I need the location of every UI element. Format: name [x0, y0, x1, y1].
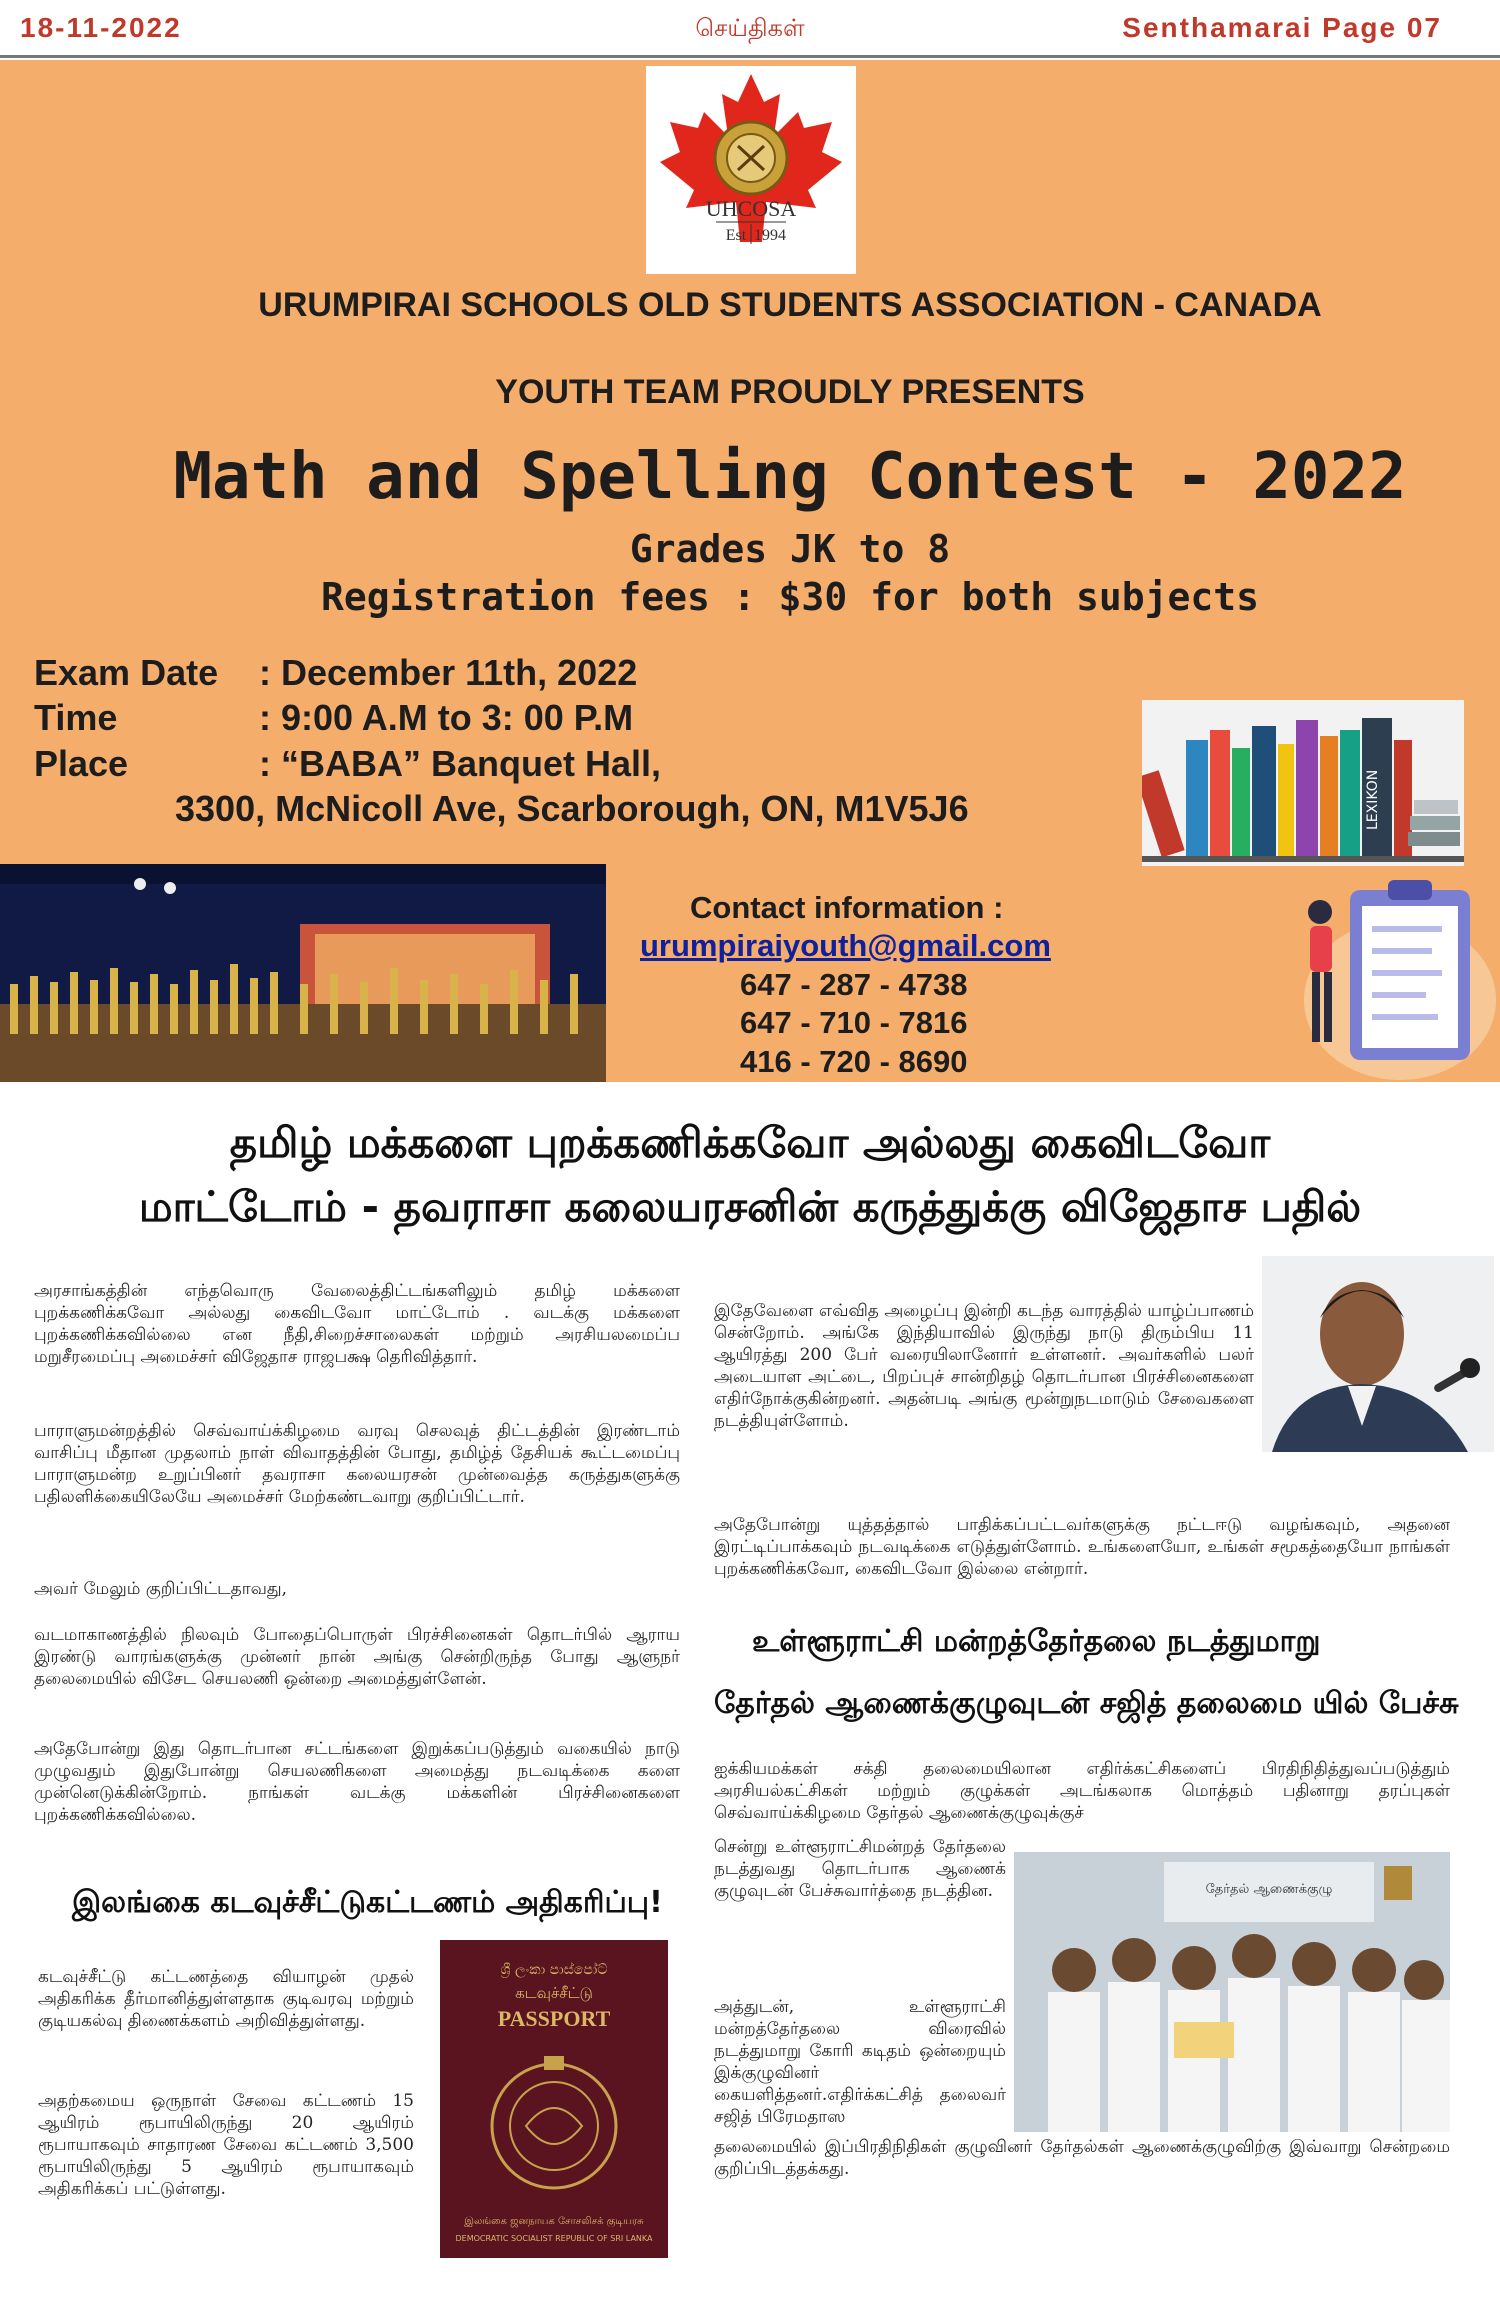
uhcosa-logo: [646, 66, 856, 274]
place-row: Place : “BABA” Banquet Hall,: [34, 743, 662, 784]
contact-phone-3: 416 - 720 - 8690: [740, 1044, 968, 1079]
contact-phone-1: 647 - 287 - 4738: [740, 967, 968, 1002]
logo-est-label: Est: [725, 227, 747, 244]
passport-country-tamil: இலங்கை ஜனநாயக சோசலிசக் குடியரசு: [464, 2216, 644, 2227]
exam-date-value: December 11th, 2022: [281, 652, 638, 693]
article1-left-para-5: அதேபோன்று இது தொடர்பான சட்டங்களை இறுக்கப்படுத்தும் வகையில் நாடு முழுவதும் இதுபோன்று செயலணிகளை அமைத்து நடவடிக்கை களை முன்னெடுக்கின்றோம். நாங்கள் வடக்கு மக்களின் பிரச்சினைகளை புறக்கணிக்கவில்லை.: [34, 1739, 680, 1825]
article3-para-top: ஐக்கியமக்கள் சக்தி தலைமையிலான எதிர்க்கட்சிகளைப் பிரதிநிதித்துவப்படுத்தும் அரசியல்கட்சிகள் மற்றும் குழுக்கள் அடங்கலாக மொத்தம் பதினாறு தரப்புகள் செவ்வாய்க்கிழமை தேர்தல் ஆணைக்குழுவுக்குச்: [714, 1759, 1450, 1823]
contact-email-link[interactable]: urumpiraiyouth@gmail.com: [640, 928, 1051, 963]
passport-tamil-text: கடவுச்சீட்டு: [515, 1984, 593, 2002]
exam-date-row: Exam Date : December 11th, 2022: [34, 652, 638, 693]
time-value: 9:00 A.M to 3: 00 P.M: [281, 697, 634, 738]
article2-para-2: அதற்கமைய ஒருநாள் சேவை கட்டணம் 15 ஆயிரம் ரூபாயிலிருந்து 20 ஆயிரம் ரூபாயாகவும் சாதாரண சேவை கட்டணம் 3,500 ரூபாயிலிருந்து 5 ஆயிரம் ரூபாயாகவும் அதிகரிக்கப் பட்டுள்ளது.: [38, 2091, 414, 2199]
photo-banner-text: தேர்தல் ஆணைக்குழு: [1205, 1882, 1333, 1897]
organisation-name: URUMPIRAI SCHOOLS OLD STUDENTS ASSOCIATION - CANADA: [258, 286, 1322, 324]
article3-para-left-1: சென்று உள்ளூராட்சிமன்றத் தேர்தலை நடத்துவது தொடர்பாக ஆணைக் குழுவுடன் பேச்சுவார்த்தை நடத்தின.: [714, 1837, 1006, 1901]
article3-para-bottom: தலைமையில் இப்பிரதிநிதிகள் குழுவினர் தேர்தல்கள் ஆணைக்குழுவிற்கு இவ்வாறு சென்றமை குறிப்பிடத்தக்கது.: [714, 2137, 1450, 2179]
clipboard-illustration: [1270, 850, 1500, 1082]
time-row: Time : 9:00 A.M to 3: 00 P.M: [34, 697, 634, 738]
logo-est-year: 1994: [754, 227, 786, 244]
article2-para-1: கடவுச்சீட்டு கட்டணத்தை வியாழன் முதல் அதிகரிக்க தீர்மானித்துள்ளதாக குடிவரவு மற்றும் குடியகல்வு திணைக்களம் அறிவித்துள்ளது.: [38, 1967, 414, 2031]
contact-heading: Contact information :: [690, 890, 1004, 925]
article1-headline-line2: மாட்டோம் - தவராசா கலையரசனின் கருத்துக்கு விஜேதாச பதில்: [138, 1182, 1362, 1231]
article1-left-para-4: வடமாகாணத்தில் நிலவும் போதைப்பொருள் பிரச்சினைகள் தொடர்பில் ஆராய இரண்டு வாரங்களுக்கு முன்னர் நான் அங்கு சென்றிருந்த போது ஆளுநர் தலைமையில் விசேட செயலணி ஒன்றை அமைத்துள்ளேன்.: [34, 1625, 680, 1689]
election-commission-meeting-photo: [1014, 1852, 1450, 2132]
article1-headline-line1: தமிழ் மக்களை புறக்கணிக்கவோ அல்லது கைவிடவோ: [229, 1118, 1271, 1167]
page-label: Senthamarai Page 07: [1122, 12, 1442, 43]
presents-line: YOUTH TEAM PROUDLY PRESENTS: [495, 373, 1085, 411]
grades-line: Grades JK to 8: [629, 527, 951, 571]
article3-headline-line1: உள்ளூராட்சி மன்றத்தேர்தலை நடத்துமாறு: [752, 1624, 1321, 1659]
contact-phone-2: 647 - 710 - 7816: [740, 1005, 968, 1040]
books-illustration: [1142, 700, 1464, 866]
issue-date: 18-11-2022: [20, 12, 182, 43]
registration-fees: Registration fees : $30 for both subjects: [321, 575, 1259, 619]
section-name: செய்திகள்: [695, 14, 805, 42]
passport-sinhala-text: ශ්‍රී ලංකා පාස්පෝට්: [500, 1962, 608, 1978]
passport-title: PASSPORT: [497, 2006, 611, 2031]
place-value: “BABA” Banquet Hall,: [281, 743, 662, 784]
logo-acronym: UHCOSA: [705, 196, 797, 221]
article1-right-para-2: அதேபோன்று யுத்தத்தால் பாதிக்கப்பட்டவர்களுக்கு நட்டஈடு வழங்கவும், அதனை இரட்டிப்பாக்கவும் நடவடிக்கை எடுத்துள்ளோம். உங்களையோ, உங்கள் சமூகத்தையோ நாங்கள் புறக்கணிக்கவோ, கைவிடவோ இல்லை என்றார்.: [714, 1515, 1450, 1579]
minister-photo: [1262, 1256, 1494, 1452]
article1-left-para-3: அவர் மேலும் குறிப்பிட்டதாவது,: [34, 1579, 288, 1599]
trophy-stage-photo: [0, 864, 606, 1082]
article1-left-para-2: பாராளுமன்றத்தில் செவ்வாய்க்கிழமை வரவு செலவுத் திட்டத்தின் இரண்டாம் வாசிப்பு மீதான முதலாம் நாள் விவாதத்தின் போது, தமிழ்த் தேசியக் கூட்டமைப்பு பாராளுமன்ற உறுப்பினர் தவராசா கலையரசன் முன்வைத்த கருத்துகளுக்கு பதிலளிக்கையிலேயே அமைச்சர் மேற்கண்டவாறு குறிப்பிட்டார்.: [34, 1421, 680, 1507]
book-spine-text: LEXIKON: [1365, 769, 1381, 830]
article2-headline: இலங்கை கடவுச்சீட்டுகட்டணம் அதிகரிப்பு!: [72, 1885, 663, 1920]
article3-para-left-2: அத்துடன், உள்ளூராட்சி மன்றத்தேர்தலை விரைவில் நடத்துமாறு கோரி கடிதம் ஒன்றையும் இக்குழுவினர் கையளித்தனர்.எதிர்க்கட்சித் தலைவர் சஜித் பிரேமதாஸ: [714, 1997, 1006, 2127]
contest-title: Math and Spelling Contest - 2022: [173, 440, 1407, 514]
place-label: Place: [34, 743, 129, 784]
article1-right-para-1: இதேவேளை எவ்வித அழைப்பு இன்றி கடந்த வாரத்தில் யாழ்ப்பாணம் சென்றோம். அங்கே இந்தியாவில் இருந்து நாடு திரும்பிய 11 ஆயிரத்து 200 பேர் வரையிலானோர் உள்ளனர். அவர்களில் பலர் அடையாள அட்டை, பிறப்புச் சான்றிதழ் தொடர்பான பிரச்சினைகளை எதிர்நோக்குகின்றனர். அதன்படி அங்கு மூன்றுநடமாடும் சேவைகளை நடத்தியுள்ளோம்.: [714, 1301, 1254, 1431]
address-line: 3300, McNicoll Ave, Scarborough, ON, M1V5J6: [175, 788, 969, 829]
contest-advert: [0, 60, 1500, 1082]
article3-headline-line2: தேர்தல் ஆணைக்குழுவுடன் சஜித் தலைமை யில் பேச்சு: [714, 1686, 1459, 1721]
passport-country-english: DEMOCRATIC SOCIALIST REPUBLIC OF SRI LANKA: [455, 2234, 653, 2243]
article1-left-para-1: அரசாங்கத்தின் எந்தவொரு வேலைத்திட்டங்களிலும் தமிழ் மக்களை புறக்கணிக்கவோ அல்லது கைவிடவோ மாட்டோம் . வடக்கு மக்களை புறக்கணிக்கவில்லை என நீதி,சிறைச்சாலைகள் மற்றும் அரசியலமைப்ப மறுசீரமைப்பு அமைச்சர் விஜேதாச ராஜபக்ஷ தெரிவித்தார்.: [34, 1281, 680, 1367]
header-rule: [0, 55, 1500, 58]
page-header: [0, 0, 1500, 58]
exam-date-label: Exam Date: [34, 652, 219, 693]
time-label: Time: [34, 697, 118, 738]
passport-image: [440, 1940, 668, 2258]
